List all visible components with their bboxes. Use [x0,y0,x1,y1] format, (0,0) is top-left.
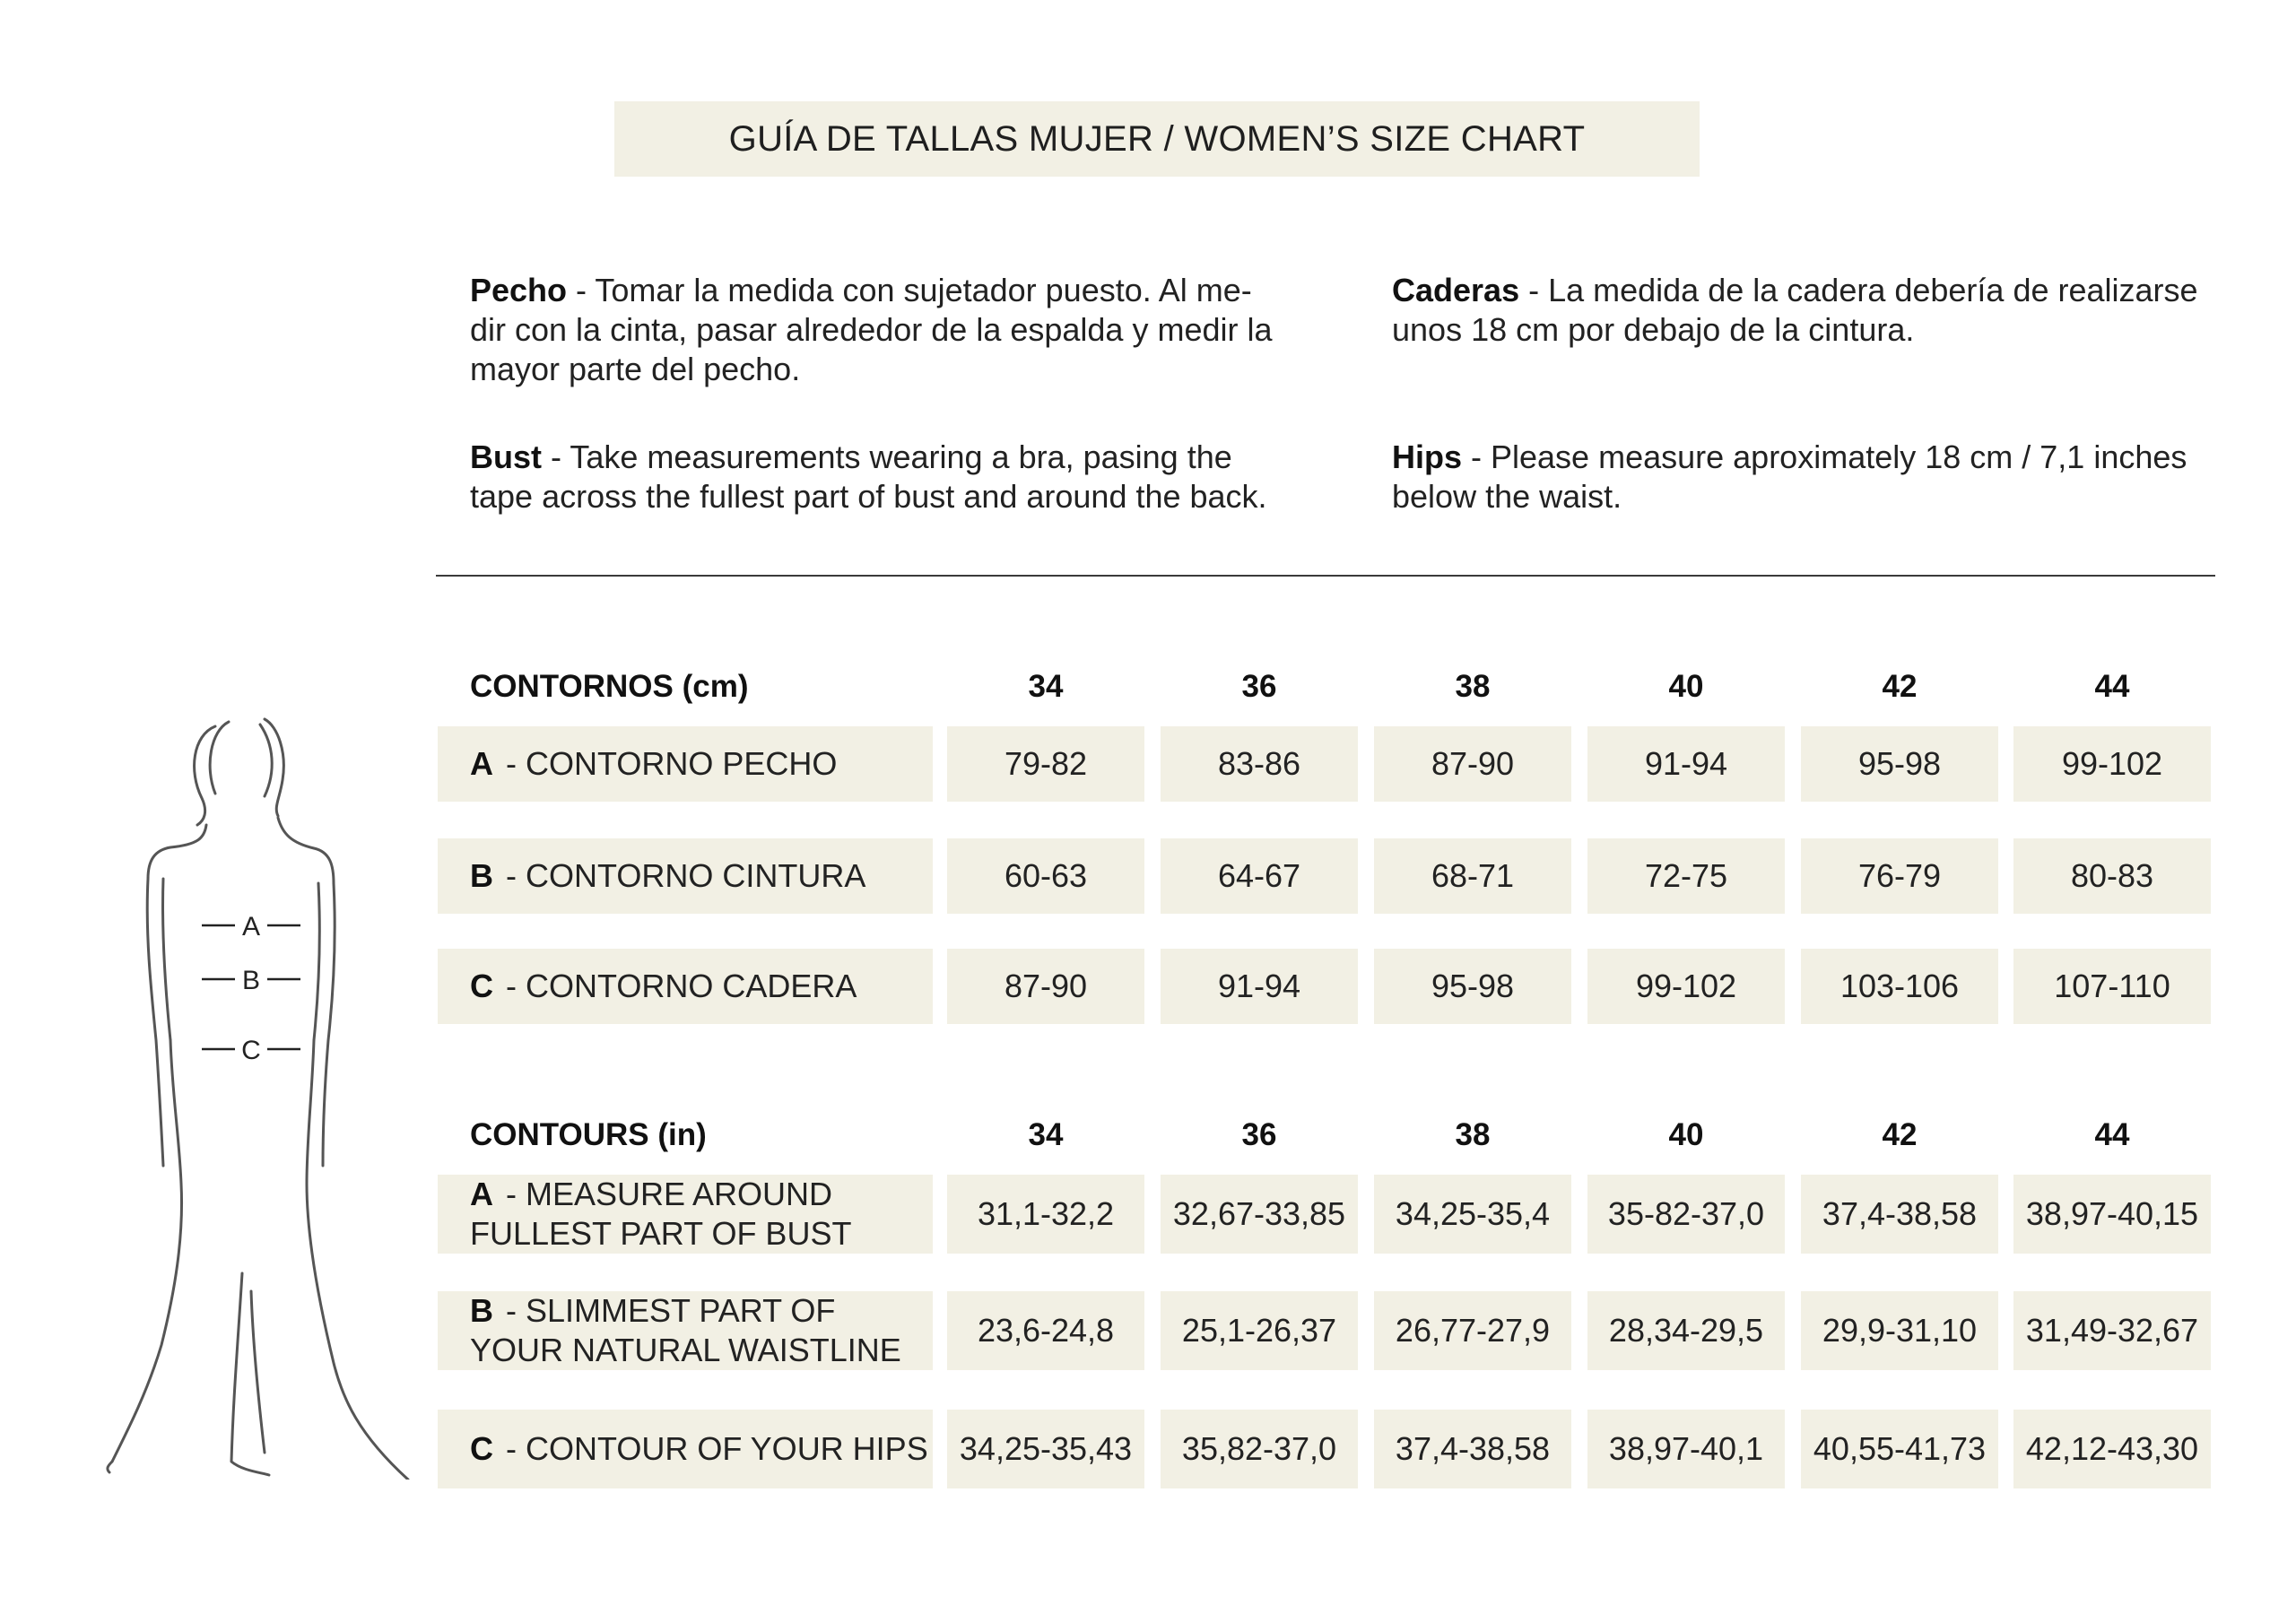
row-letter: A [470,745,493,782]
table-cell: 31,1-32,2 [947,1175,1144,1254]
table-cell: 103-106 [1801,949,1998,1024]
row-letter: B [470,1292,493,1329]
in-table-row-label [438,1291,933,1370]
row-label-text: - MEASURE AROUND FULLEST PART OF BUST [470,1176,852,1252]
row-letter: C [470,1430,493,1467]
table-cell: 31,49-32,67 [2013,1291,2211,1370]
table-cell: 26,77-27,9 [1374,1291,1571,1370]
table-cell: 34,25-35,43 [947,1410,1144,1488]
figure-label-a: A [241,912,261,942]
in-table-header: CONTOURS (in) [470,1117,707,1152]
note-hips-text: - Please measure aproximately 18 cm / 7,1 inches below the waist. [1392,438,2187,515]
table-cell: 107-110 [2013,949,2211,1024]
note-pecho-text: - Tomar la medida con sujetador puesto. Al me- dir con la cinta, pasar alrededor de la espalda y medir la mayor parte del pecho. [470,272,1273,387]
note-bust [470,438,1304,516]
table-cell: 95-98 [1374,949,1571,1024]
in-table-size-header: 44 [2094,1117,2130,1152]
page-title: GUÍA DE TALLAS MUJER / WOMEN’S SIZE CHART [614,101,1700,177]
table-cell: 76-79 [1801,838,1998,914]
table-cell: 38,97-40,15 [2013,1175,2211,1254]
cm-table-row-label [438,726,933,802]
in-table-size-header: 36 [1241,1117,1277,1152]
cm-table-size-header: 38 [1455,669,1491,704]
table-cell: 79-82 [947,726,1144,802]
table-cell: 83-86 [1161,726,1358,802]
table-cell: 37,4-38,58 [1374,1410,1571,1488]
table-cell: 99-102 [1587,949,1785,1024]
table-cell: 34,25-35,4 [1374,1175,1571,1254]
note-pecho-label: Pecho [470,272,568,308]
row-label-text: - CONTORNO CINTURA [497,857,866,894]
table-cell: 35-82-37,0 [1587,1175,1785,1254]
table-cell: 23,6-24,8 [947,1291,1144,1370]
cm-table-size-header: 42 [1882,669,1918,704]
note-hips [1392,438,2217,516]
table-cell: 72-75 [1587,838,1785,914]
cm-table-row-label [438,838,933,914]
table-cell: 87-90 [1374,726,1571,802]
row-label-text: - CONTORNO PECHO [497,745,838,782]
section-divider [436,575,2215,577]
row-label-text: - CONTORNO CADERA [497,968,857,1004]
in-table-size-header: 38 [1455,1117,1491,1152]
row-letter: A [470,1176,493,1212]
cm-table-size-header: 44 [2094,669,2130,704]
in-table-size-header: 34 [1028,1117,1064,1152]
table-cell: 40,55-41,73 [1801,1410,1998,1488]
note-caderas-text: - La medida de la cadera debería de realizarse unos 18 cm por debajo de la cintura. [1392,272,2198,348]
note-pecho [470,271,1304,389]
cm-table-header: CONTORNOS (cm) [470,669,749,704]
figure-label-b: B [241,966,261,995]
cm-table-size-header: 34 [1028,669,1064,704]
figure-label-c: C [241,1036,261,1065]
in-table-row-label [438,1410,933,1488]
cm-table-row-label [438,949,933,1024]
table-cell: 35,82-37,0 [1161,1410,1358,1488]
row-label-text: - CONTOUR OF YOUR HIPS [497,1430,928,1467]
table-cell: 95-98 [1801,726,1998,802]
table-cell: 42,12-43,30 [2013,1410,2211,1488]
row-letter: B [470,857,493,894]
table-cell: 91-94 [1587,726,1785,802]
row-letter: C [470,968,493,1004]
note-caderas-label: Caderas [1392,272,1520,308]
note-caderas [1392,271,2217,350]
table-cell: 25,1-26,37 [1161,1291,1358,1370]
cm-table-size-header: 36 [1241,669,1277,704]
table-cell: 28,34-29,5 [1587,1291,1785,1370]
table-cell: 87-90 [947,949,1144,1024]
in-table-row-label [438,1175,933,1254]
note-hips-label: Hips [1392,438,1463,475]
in-table-size-header: 40 [1668,1117,1704,1152]
table-cell: 64-67 [1161,838,1358,914]
note-bust-text: - Take measurements wearing a bra, pasing the tape across the fullest part of bust and around the back. [470,438,1267,515]
cm-table-size-header: 40 [1668,669,1704,704]
table-cell: 29,9-31,10 [1801,1291,1998,1370]
table-cell: 38,97-40,1 [1587,1410,1785,1488]
body-figure-illustration [99,717,422,1480]
row-label-text: - SLIMMEST PART OF YOUR NATURAL WAISTLINE [470,1292,901,1368]
table-cell: 60-63 [947,838,1144,914]
in-table-size-header: 42 [1882,1117,1918,1152]
table-cell: 32,67-33,85 [1161,1175,1358,1254]
table-cell: 37,4-38,58 [1801,1175,1998,1254]
table-cell: 80-83 [2013,838,2211,914]
table-cell: 91-94 [1161,949,1358,1024]
note-bust-label: Bust [470,438,542,475]
table-cell: 99-102 [2013,726,2211,802]
table-cell: 68-71 [1374,838,1571,914]
